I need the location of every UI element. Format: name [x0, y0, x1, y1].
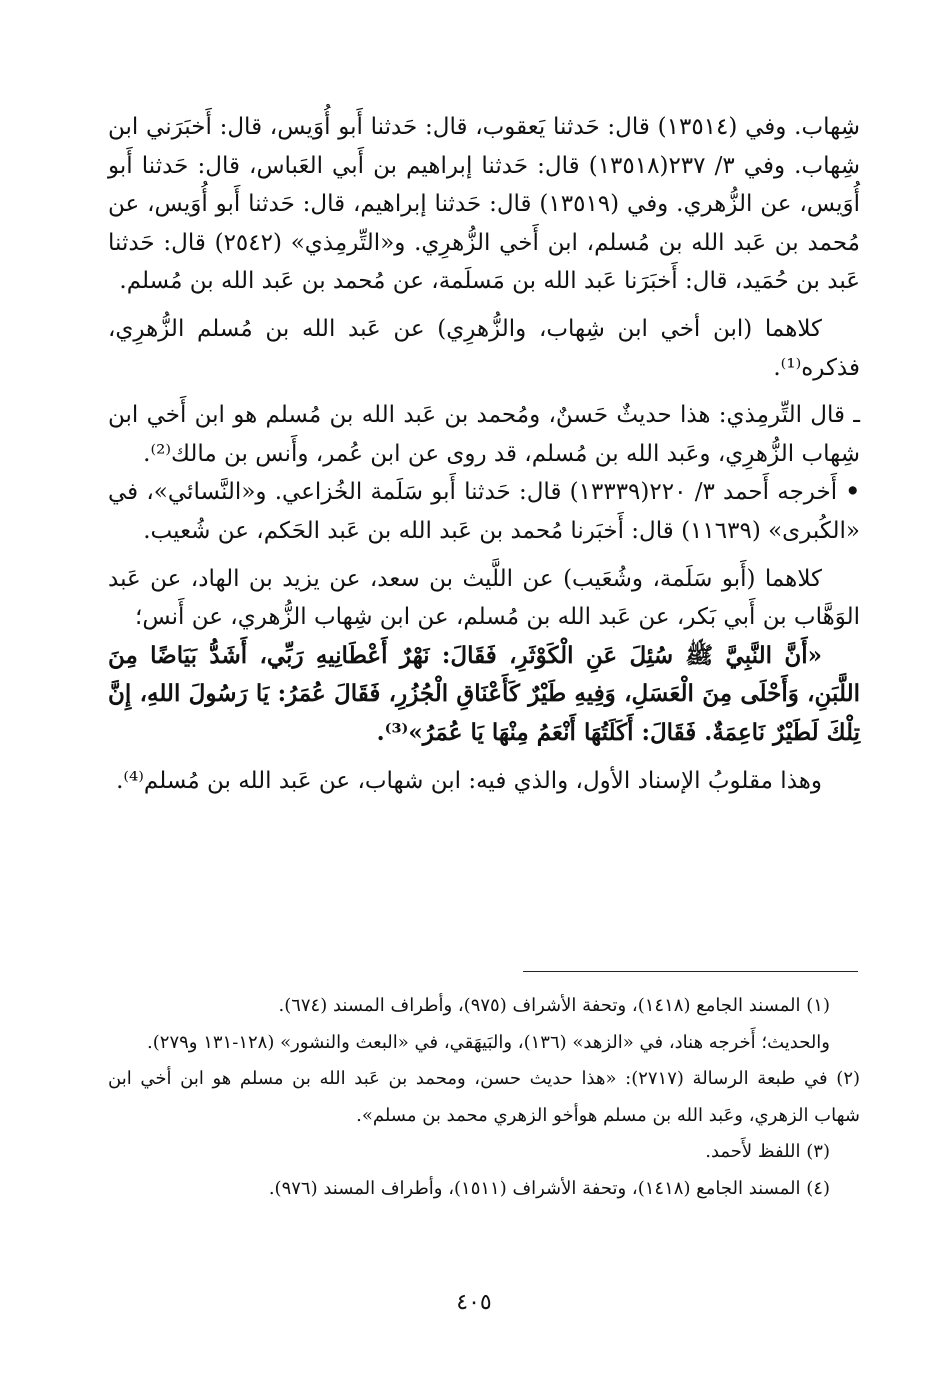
- footnote-separator: [523, 971, 858, 972]
- page-number: ٤٠٥: [456, 1290, 492, 1315]
- footnote-1: (١) المسند الجامع (١٤١٨)، وتحفة الأشراف (٩٧٥)، وأطراف المسند (٦٧٤).: [278, 995, 830, 1016]
- paragraph-both-narrators: كلاهما (ابن أخي ابن شِهاب، والزُّهرِي) عن عَبد الله بن مُسلم الزُّهرِي، فذكره⁽¹⁾.: [108, 315, 860, 381]
- paragraph-isnad-1: شِهاب. وفي (١٣٥١٤) قال: حَدثنا يَعقوب، قال: حَدثنا أَبو أُوَيس، قال: أَخبَرَني ابن شِهاب. وفي ٣/ ٢٣٧(١٣٥١٨) قال: حَدثنا إبراهيم بن أَبي العَباس، قال: حَدثنا أَبو أُوَيس، عن الزُّهري. وفي (١٣٥١٩) قال: حَدثنا إبراهيم، قال: حَدثنا أَبو أُوَيس، عن مُحمد بن عَبد الله بن مُسلم، ابن أَخي الزُّهرِي. و«التِّرمِذي» (٢٥٤٢) قال: حَدثنا عَبد بن حُمَيد، قال: أَخبَرَنا عَبد الله بن مَسلَمة، عن مُحمد بن عَبد الله بن مُسلم.: [108, 114, 861, 295]
- footnote-3: (٣) اللفظ لأَحمد.: [705, 1141, 830, 1162]
- footnote-1-continued: والحديث؛ أَخرجه هناد، في «الزهد» (١٣٦)، والبَيهَقي، في «البعث والنشور» (١٢٨-١٣١ و٢٧٩).: [147, 1031, 830, 1053]
- footnote-2: (٢) في طبعة الرسالة (٢٧١٧): «هذا حديث حسن، ومحمد بن عَبد الله بن مسلم هو ابن أخي ابن شهاب الزهري، وعَبد الله بن مسلم هوأخو الزهري محمد بن مسلم».: [108, 1068, 861, 1126]
- bullet-marker: •: [845, 478, 861, 506]
- footnotes: [108, 988, 860, 1207]
- paragraph-ahmad-isnad: [108, 473, 860, 550]
- hadith-text: «أَنَّ النَّبِيَّ ﷺ سُئِلَ عَنِ الْكَوْثَرِ، فَقَالَ: نَهْرٌ أَعْطَانِيهِ رَبِّي، أَشَدُّ بَيَاضًا مِنَ اللَّبَنِ، وَأَحْلَى مِنَ الْعَسَلِ، وَفِيهِ طَيْرٌ كَأَعْنَاقِ الْجُزُرِ، فَقَالَ عُمَرُ: يَا رَسُولَ اللهِ، إِنَّ تِلْكَ لَطَيْرٌ نَاعِمَةٌ. فَقَالَ: أَكَلَتُهَا أَنْعَمُ مِنْهَا يَا عُمَرُ»⁽³⁾.: [108, 641, 860, 746]
- paragraph-closing-note: وهذا مقلوبُ الإسناد الأول، والذي فيه: ابن شهاب، عن عَبد الله بن مُسلم⁽⁴⁾.: [116, 767, 822, 794]
- paragraph-both-narrators-2: كلاهما (أَبو سَلَمة، وشُعَيب) عن اللَّيث بن سعد، عن يزيد بن الهاد، عن عَبد الوَهَّاب بن أَبي بَكر، عن عَبد الله بن مُسلم، عن ابن شِهاب الزُّهري، عن أَنس؛: [108, 565, 860, 631]
- main-text: [108, 108, 860, 800]
- footnote-4: (٤) المسند الجامع (١٤١٨)، وتحفة الأشراف (١٥١١)، وأطراف المسند (٩٧٦).: [268, 1177, 830, 1199]
- paragraph-tirmidhi-comment: ـ قال التِّرمِذي: هذا حديثٌ حَسنٌ، ومُحمد بن عَبد الله بن مُسلم هو ابن أَخي ابن شِهاب الزُّهرِي، وعَبد الله بن مُسلم، قد روى عن ابن عُمر، وأَنس بن مالك⁽²⁾.: [108, 402, 860, 467]
- ahmad-isnad-text: أَخرجه أَحمد ٣/ ٢٢٠(١٣٣٣٩) قال: حَدثنا أَبو سَلَمة الخُزاعي. و«النَّسائي»، في «الكُبرى» (١١٦٣٩) قال: أَخبَرنا مُحمد بن عَبد الله بن عَبد الحَكم، عن شُعيب.: [108, 479, 860, 544]
